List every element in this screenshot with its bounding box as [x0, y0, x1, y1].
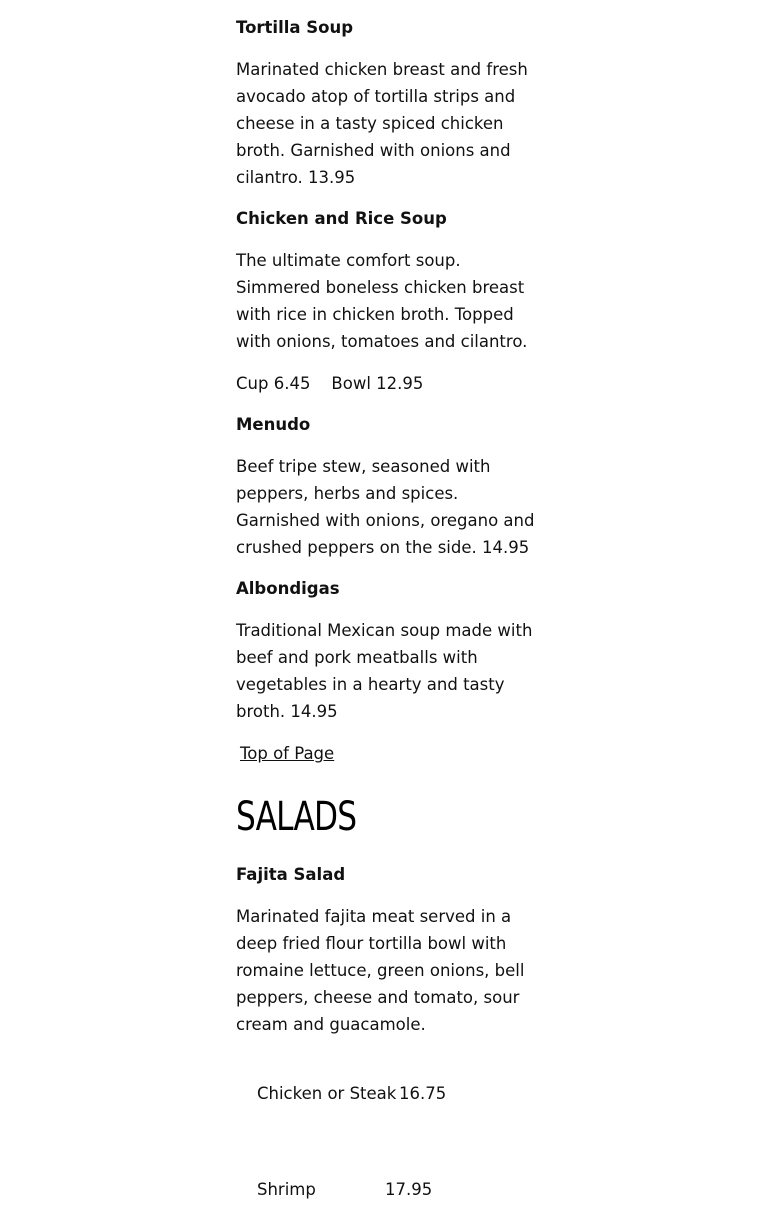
item-title: Chicken and Rice Soup	[236, 209, 447, 228]
item-description: Marinated fajita meat served in a deep fried flour tortilla bowl with romaine lettuce, green onions, bell peppers, cheese and tomato, sour cream and guacamole.	[236, 907, 525, 1034]
price-label: Shrimp	[256, 1180, 316, 1199]
menu-column	[236, 0, 546, 1230]
item-title: Menudo	[236, 415, 311, 434]
item-price-line: Cup 6.45 Bowl 12.95	[236, 374, 424, 393]
item-description: Marinated chicken breast and fresh avocado atop of tortilla strips and cheese in a tasty spiced chicken broth. Garnished with onions and cilantro. 13.95	[236, 60, 528, 187]
item-description: The ultimate comfort soup. Simmered boneless chicken breast with rice in chicken broth. Topped with onions, tomatoes and cilantro.	[236, 251, 528, 351]
item-title: Fajita Salad	[236, 865, 346, 884]
item-description: Traditional Mexican soup made with beef and pork meatballs with vegetables in a hearty and tasty broth. 14.95	[236, 621, 533, 721]
price-row	[236, 1149, 546, 1230]
price-row	[236, 1053, 546, 1134]
item-title: Tortilla Soup	[236, 18, 354, 37]
price-label: Chicken or Steak	[256, 1084, 397, 1103]
top-of-page-link[interactable]: Top of Page	[240, 744, 335, 763]
price-value: 17.95	[384, 1180, 433, 1199]
section-heading-salads: SALADS	[236, 794, 357, 840]
item-title: Albondigas	[236, 579, 340, 598]
price-value: 16.75	[398, 1084, 447, 1103]
item-description: Beef tripe stew, seasoned with peppers, herbs and spices. Garnished with onions, oregano and crushed peppers on the side. 14.95	[236, 457, 535, 557]
